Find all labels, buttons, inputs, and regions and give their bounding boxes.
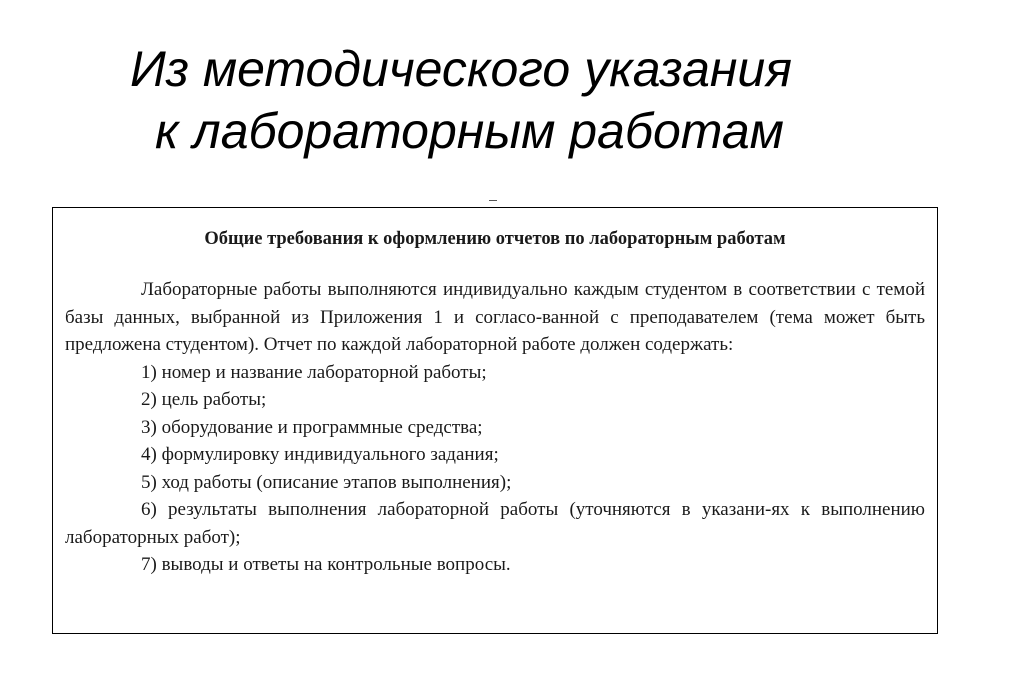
list-item: 3) оборудование и программные средства; bbox=[141, 416, 483, 438]
document-excerpt bbox=[52, 207, 938, 634]
list-item: 5) ход работы (описание этапов выполнения); bbox=[141, 471, 512, 493]
requirements-list bbox=[65, 359, 925, 579]
list-item: 4) формулировку индивидуального задания; bbox=[141, 444, 499, 465]
list-item: 7) выводы и ответы на контрольные вопросы. bbox=[141, 554, 511, 575]
list-item: 1) номер и название лабораторной работы; bbox=[141, 361, 487, 383]
slide-title-line-2: к лабораторным работам bbox=[155, 103, 784, 159]
slide-title bbox=[0, 38, 1024, 162]
document-paragraph: Лабораторные работы выполняются индивидуально каждым студентом в соответствии с темой базы данных, выбранной из Приложения 1 и согласо-ванной с преподавателем (тема может быть предложена студентом). Отчет по каждой лабораторной работе должен содержать: bbox=[65, 279, 925, 355]
document-heading: Общие требования к оформлению отчетов по лабораторным работам bbox=[204, 229, 786, 249]
list-item: 2) цель работы; bbox=[141, 389, 267, 410]
decorative-dash bbox=[489, 200, 497, 201]
slide-title-line-1: Из методического указания bbox=[130, 41, 792, 97]
list-item: 6) результаты выполнения лабораторной работы (уточняются в указани-ях к выполнению лабораторных работ); bbox=[65, 499, 925, 548]
